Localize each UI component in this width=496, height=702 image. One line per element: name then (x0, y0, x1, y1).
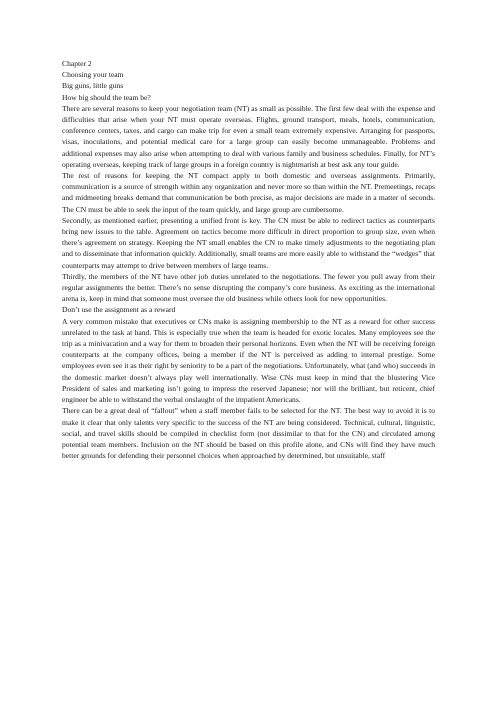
body-paragraph: The rest of reasons for keeping the NT compact apply to both domestic and overseas assignments. Primarily, communication is a source of strength within any organization and never more so than within the NT. Premeetings, recaps and midmeeting breaks demand that communication be both precise, as major decisions are made in a matter of seconds. The CN must be able to seek the input of the team quickly, and large group are cumbersome. (62, 171, 435, 214)
section-title: Big guns, little guns (62, 81, 124, 91)
subsection-question: How big should the team be? (62, 92, 151, 102)
body-paragraph: There are several reasons to keep your negotiation team (NT) as small as possible. The first few deal with the expense and difficulties that arise when your NT must operate overseas. Flights, ground transport, meals, hotels, communication, conference centers, taxes, and cargo can make trip for even a small team extremely expensive. Arranging for passports, visas, inoculations, and potential medical care for a large group can easily become unmanageable. Problems and additional expenses may also arise when attempting to deal with various family and business schedules. Finally, for NT’s operating overseas, keeping track of large groups in a foreign country is nightmarish at best ask any tour guide. (62, 103, 435, 169)
chapter-number: Chapter 2 (62, 59, 92, 68)
body-paragraph: There can be a great deal of “fallout” when a staff member fails to be selected for the NT. The best way to avoid it is to make it clear that only talents very specific to the success of the NT are being considered. Technical, cultural, linguistic, social, and travel skills should be compiled in checklist form (not dissimilar to that for the CN) and circulated among potential team members. Inclusion on the NT should be based on this profile alone, and CNs will find they have much better grounds for defending their personnel choices when approached by determined, but unsuitable, staff (62, 406, 435, 461)
body-paragraph: Secondly, as mentioned earlier, presenting a unified front is key. The CN must be able to redirect tactics as counterparts bring new issues to the table. Agreement on tactics become more difficult in direct proportion to group size, even when there’s agreement on strategy. Keeping the NT small enables the CN to make timely adjustments to the negotiating plan and to disseminate that information quickly. Additionally, small teams are more easily able to withstand the “wedges” that counterparts may attempt to drive between members of large teams. (62, 215, 435, 270)
chapter-title: Choosing your team (62, 70, 124, 80)
body-paragraph: Thirdly, the members of the NT have other job duties unrelated to the negotiations. The fewer you pull away from their regular assignments the better. There’s no sense disrupting the company’s core business. As exciting as the international arena is, keep in mind that someone must oversee the old business while others look for new opportunities. (62, 271, 435, 304)
document-page (62, 58, 435, 461)
section-title-2: Don’t use the assignment as a reward (62, 305, 176, 315)
body-paragraph: A very common mistake that executives or CNs make is assigning membership to the NT as a reward for other success unrelated to the task at hand. This is especially true when the team is headed for exotic locales. Many employees see the trip as a minivacation and a way for them to broaden their personal horizons. Even when the NT will be receiving foreign counterparts at the company offices, being a member if the NT is perceived as adding to internal prestige. Some employees even see it as their right by seniority to be a part of the negotiations. Unfortunately, what (and who) succeeds in the domestic market doesn’t always play well internationally. Wise CNs must keep in mind that the blustering Vice President of sales and marketing isn’t going to impress the reserved Japanese; nor will the brilliant, but reticent, chief engineer be able to withstand the verbal onslaught of the impatient Americans. (62, 316, 435, 405)
